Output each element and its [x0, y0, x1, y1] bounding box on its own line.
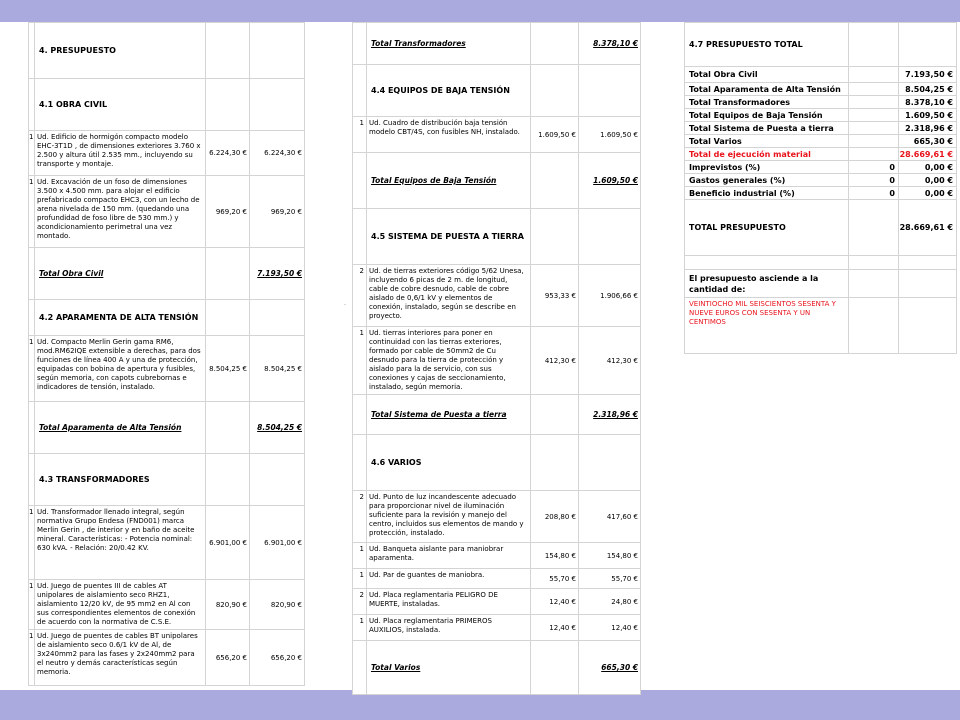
table-row: [685, 96, 957, 109]
item-qty: 1: [29, 176, 35, 248]
transformadores-title: 4.3 TRANSFORMADORES: [35, 454, 206, 506]
subtotal-value: 8.504,25 €: [250, 402, 305, 454]
item-qty: 1: [353, 543, 367, 569]
item-price: 55,70 €: [531, 569, 579, 589]
subtotal-label: Total Sistema de Puesta a tierra: [367, 395, 531, 435]
subtotal-value: 2.318,96 €: [579, 395, 641, 435]
table-row: [29, 131, 305, 176]
extra-value: 0,00 €: [899, 174, 957, 187]
item-total: 1.609,50 €: [579, 117, 641, 153]
item-desc: Ud. Placa reglamentaria PELIGRO DE MUERTE, instaladas.: [367, 589, 531, 615]
item-total: 154,80 €: [579, 543, 641, 569]
obra-civil-title: 4.1 OBRA CIVIL: [35, 79, 206, 131]
table-row: [685, 109, 957, 122]
subtotal-label: Total Transformadores: [367, 23, 531, 65]
item-qty: 1: [353, 117, 367, 153]
stray-mark: .: [344, 300, 346, 307]
item-qty: 1: [29, 580, 35, 630]
table-row: [353, 569, 641, 589]
extra-pct: 0: [849, 174, 899, 187]
item-desc: Ud. Banqueta aislante para maniobrar aparamenta.: [367, 543, 531, 569]
item-total: 656,20 €: [250, 630, 305, 686]
item-price: 154,80 €: [531, 543, 579, 569]
item-desc: Ud. de tierras exteriores código 5/62 Unesa, incluyendo 6 picas de 2 m. de longitud, cable de cobre desnudo, cable de cobre aislado de 0,6/1 kV y elementos de conexión, instalado, según se describe en proyecto.: [367, 265, 531, 327]
item-desc: Ud. Compacto Merlin Gerin gama RM6, mod.RM62IQE extensible a derechas, para dos funciones de línea 400 A y una de protección, equipadas con bobina de apertura y fusibles, según memoria, con capots cubrebornas e indicadores de tensión, instalado.: [35, 336, 206, 402]
table-row: [29, 506, 305, 580]
budget-sheet-right: [684, 22, 956, 354]
table-row: [685, 67, 957, 83]
item-total: 969,20 €: [250, 176, 305, 248]
table-row: [29, 580, 305, 630]
budget-table-right: [684, 22, 957, 354]
extra-value: 0,00 €: [899, 161, 957, 174]
subtotal-label: Total Obra Civil: [35, 248, 206, 300]
budget-table-middle: [352, 22, 641, 695]
table-row: [29, 630, 305, 686]
varios-title: 4.6 VARIOS: [367, 435, 531, 491]
summary-value: 7.193,50 €: [899, 67, 957, 83]
item-total: 1.906,66 €: [579, 265, 641, 327]
item-total: 6.224,30 €: [250, 131, 305, 176]
item-price: 969,20 €: [206, 176, 250, 248]
item-qty: 1: [353, 615, 367, 641]
aparamenta-title: 4.2 APARAMENTA DE ALTA TENSIÓN: [35, 300, 206, 336]
item-total: 820,90 €: [250, 580, 305, 630]
summary-label: Total Equipos de Baja Tensión: [685, 109, 849, 122]
summary-label: Total Obra Civil: [685, 67, 849, 83]
extra-label: Imprevistos (%): [685, 161, 849, 174]
subtotal-label: Total Varios: [367, 641, 531, 695]
extra-label: Beneficio industrial (%): [685, 187, 849, 200]
amount-in-words: VEINTIOCHO MIL SEISCIENTOS SESENTA Y NUEVE EUROS CON SESENTA Y UN CENTIMOS: [685, 298, 849, 354]
item-qty: 2: [353, 589, 367, 615]
item-price: 953,33 €: [531, 265, 579, 327]
table-row: [685, 187, 957, 200]
item-desc: Ud. Transformador llenado integral, según normativa Grupo Endesa (FND001) marca Merlin Gerin , de interior y en baño de aceite mineral. Características: - Potencia nominal: 630 kVA. - Relación: 20/0.42 KV.: [35, 506, 206, 580]
item-qty: 2: [353, 265, 367, 327]
item-desc: Ud. Punto de luz incandescente adecuado para proporcionar nivel de iluminación suficiente para la revisión y manejo del centro, incluidos sus elementos de mando y protección, instalado.: [367, 491, 531, 543]
extra-pct: 0: [849, 187, 899, 200]
table-row: [353, 491, 641, 543]
summary-label: Total Transformadores: [685, 96, 849, 109]
item-desc: Ud. Edificio de hormigón compacto modelo EHC-3T1D , de dimensiones exteriores 3.760 x 2.500 y altura útil 2.535 mm., incluyendo su transporte y montaje.: [35, 131, 206, 176]
ejecucion-value: 28.669,61 €: [899, 148, 957, 161]
table-row: [353, 265, 641, 327]
budget-sheet-middle: [352, 22, 640, 695]
item-qty: 1: [353, 327, 367, 395]
table-row: [29, 176, 305, 248]
item-qty: 1: [29, 630, 35, 686]
item-total: 8.504,25 €: [250, 336, 305, 402]
puesta-tierra-title: 4.5 SISTEMA DE PUESTA A TIERRA: [367, 209, 531, 265]
subtotal-label: Total Aparamenta de Alta Tensión: [35, 402, 206, 454]
item-price: 6.901,00 €: [206, 506, 250, 580]
summary-value: 665,30 €: [899, 135, 957, 148]
table-row: [685, 174, 957, 187]
item-desc: Ud. Par de guantes de maniobra.: [367, 569, 531, 589]
item-qty: 2: [353, 491, 367, 543]
asciende-label: El presupuesto asciende a la cantidad de:: [685, 270, 849, 298]
table-row: [685, 122, 957, 135]
table-row: [685, 83, 957, 96]
item-qty: 1: [353, 569, 367, 589]
item-desc: Ud. Juego de puentes III de cables AT unipolares de aislamiento seco RHZ1, aislamiento 12/20 kV, de 95 mm2 en Al con sus correspondientes elementos de conexión de acuerdo con la normativa de C.S.E.: [35, 580, 206, 630]
summary-value: 1.609,50 €: [899, 109, 957, 122]
table-row: [353, 327, 641, 395]
baja-tension-title: 4.4 EQUIPOS DE BAJA TENSIÓN: [367, 65, 531, 117]
table-row: [353, 117, 641, 153]
item-price: 6.224,30 €: [206, 131, 250, 176]
ejecucion-label: Total de ejecución material: [685, 148, 849, 161]
item-price: 820,90 €: [206, 580, 250, 630]
item-desc: Ud. Placa reglamentaria PRIMEROS AUXILIOS, instalada.: [367, 615, 531, 641]
item-price: 656,20 €: [206, 630, 250, 686]
item-desc: Ud. tierras interiores para poner en continuidad con las tierras exteriores, formado por cable de 50mm2 de Cu desnudo para la tierra de protección y aislado para la de servicio, con sus conexiones y cajas de seccionamiento, instalado, según memoria.: [367, 327, 531, 395]
item-price: 208,80 €: [531, 491, 579, 543]
item-total: 12,40 €: [579, 615, 641, 641]
table-row: [353, 615, 641, 641]
item-desc: Ud. Cuadro de distribución baja tensión modelo CBT/4S, con fusibles NH, instalado.: [367, 117, 531, 153]
item-desc: Ud. Juego de puentes de cables BT unipolares de aislamiento seco 0.6/1 kV de Al, de 3x240mm2 para las fases y 2x240mm2 para el neutro y demás características según memoria.: [35, 630, 206, 686]
item-price: 1.609,50 €: [531, 117, 579, 153]
summary-label: Total Aparamenta de Alta Tensión: [685, 83, 849, 96]
table-row: [29, 336, 305, 402]
table-row: [685, 148, 957, 161]
summary-label: Total Sistema de Puesta a tierra: [685, 122, 849, 135]
table-row: [685, 161, 957, 174]
table-row: [353, 543, 641, 569]
item-total: 55,70 €: [579, 569, 641, 589]
subtotal-value: 8.378,10 €: [579, 23, 641, 65]
item-total: 24,80 €: [579, 589, 641, 615]
presupuesto-heading: 4. PRESUPUESTO: [35, 23, 206, 79]
total-presupuesto-label: TOTAL PRESUPUESTO: [685, 200, 849, 256]
item-desc: Ud. Excavación de un foso de dimensiones 3.500 x 4.500 mm. para alojar el edificio prefabricado compacto EHC3, con un lecho de arena nivelada de 150 mm. (quedando una profundidad de foso libre de 530 mm.) y acondicionamiento perimetral una vez montado.: [35, 176, 206, 248]
budget-table-left: [28, 22, 305, 686]
item-total: 6.901,00 €: [250, 506, 305, 580]
item-qty: 1: [29, 131, 35, 176]
total-presupuesto-value: 28.669,61 €: [899, 200, 957, 256]
subtotal-value: 7.193,50 €: [250, 248, 305, 300]
summary-value: 2.318,96 €: [899, 122, 957, 135]
item-qty: 1: [29, 506, 35, 580]
table-row: [685, 135, 957, 148]
item-total: 417,60 €: [579, 491, 641, 543]
subtotal-value: 1.609,50 €: [579, 153, 641, 209]
item-price: 12,40 €: [531, 589, 579, 615]
item-total: 412,30 €: [579, 327, 641, 395]
top-band: [0, 0, 960, 22]
subtotal-label: Total Equipos de Baja Tensión: [367, 153, 531, 209]
summary-value: 8.504,25 €: [899, 83, 957, 96]
item-qty: 1: [29, 336, 35, 402]
item-price: 8.504,25 €: [206, 336, 250, 402]
extra-pct: 0: [849, 161, 899, 174]
extra-label: Gastos generales (%): [685, 174, 849, 187]
budget-sheet-left: [28, 22, 304, 686]
table-row: [353, 589, 641, 615]
summary-value: 8.378,10 €: [899, 96, 957, 109]
item-price: 412,30 €: [531, 327, 579, 395]
subtotal-value: 665,30 €: [579, 641, 641, 695]
summary-label: Total Varios: [685, 135, 849, 148]
extra-value: 0,00 €: [899, 187, 957, 200]
presupuesto-total-title: 4.7 PRESUPUESTO TOTAL: [685, 23, 849, 67]
item-price: 12,40 €: [531, 615, 579, 641]
